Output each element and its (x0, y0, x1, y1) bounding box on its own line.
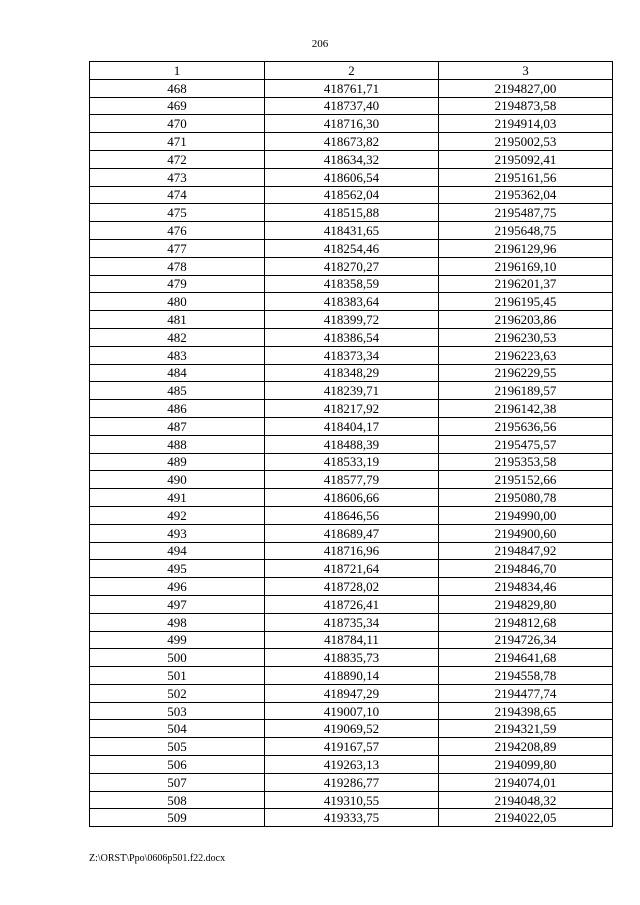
point-number-cell: 478 (90, 257, 265, 275)
y-coordinate-cell: 2194208,89 (439, 738, 613, 756)
y-coordinate-cell: 2195161,56 (439, 168, 613, 186)
x-coordinate-cell: 418784,11 (265, 631, 439, 649)
table-row (90, 649, 613, 667)
point-number-cell: 484 (90, 364, 265, 382)
header-cell-1: 1 (90, 62, 265, 80)
x-coordinate-cell: 418577,79 (265, 471, 439, 489)
table-row (90, 684, 613, 702)
point-number-cell: 500 (90, 649, 265, 667)
point-number-cell: 495 (90, 560, 265, 578)
x-coordinate-cell: 418721,64 (265, 560, 439, 578)
point-number-cell: 486 (90, 400, 265, 418)
point-number-cell: 480 (90, 293, 265, 311)
y-coordinate-cell: 2194099,80 (439, 756, 613, 774)
y-coordinate-cell: 2194834,46 (439, 578, 613, 596)
y-coordinate-cell: 2194321,59 (439, 720, 613, 738)
x-coordinate-cell: 418562,04 (265, 186, 439, 204)
point-number-cell: 479 (90, 275, 265, 293)
table-row (90, 506, 613, 524)
point-number-cell: 504 (90, 720, 265, 738)
table-header (90, 62, 613, 80)
point-number-cell: 499 (90, 631, 265, 649)
table-row (90, 738, 613, 756)
table-row (90, 613, 613, 631)
table-row (90, 809, 613, 827)
y-coordinate-cell: 2195080,78 (439, 489, 613, 507)
point-number-cell: 492 (90, 506, 265, 524)
y-coordinate-cell: 2194726,34 (439, 631, 613, 649)
y-coordinate-cell: 2196169,10 (439, 257, 613, 275)
point-number-cell: 507 (90, 773, 265, 791)
table-row (90, 435, 613, 453)
table-row (90, 239, 613, 257)
table-row (90, 578, 613, 596)
table-row (90, 560, 613, 578)
table-row (90, 79, 613, 97)
point-number-cell: 477 (90, 239, 265, 257)
point-number-cell: 508 (90, 791, 265, 809)
y-coordinate-cell: 2195152,66 (439, 471, 613, 489)
table-row (90, 471, 613, 489)
y-coordinate-cell: 2196189,57 (439, 382, 613, 400)
table-row (90, 382, 613, 400)
point-number-cell: 472 (90, 150, 265, 168)
point-number-cell: 502 (90, 684, 265, 702)
table-row (90, 756, 613, 774)
y-coordinate-cell: 2194074,01 (439, 773, 613, 791)
x-coordinate-cell: 418606,66 (265, 489, 439, 507)
y-coordinate-cell: 2195648,75 (439, 222, 613, 240)
point-number-cell: 476 (90, 222, 265, 240)
y-coordinate-cell: 2194812,68 (439, 613, 613, 631)
point-number-cell: 501 (90, 667, 265, 685)
point-number-cell: 506 (90, 756, 265, 774)
point-number-cell: 493 (90, 524, 265, 542)
table-row (90, 364, 613, 382)
table-row (90, 720, 613, 738)
x-coordinate-cell: 418673,82 (265, 133, 439, 151)
table-row (90, 115, 613, 133)
y-coordinate-cell: 2194829,80 (439, 595, 613, 613)
point-number-cell: 475 (90, 204, 265, 222)
y-coordinate-cell: 2196203,86 (439, 311, 613, 329)
y-coordinate-cell: 2194048,32 (439, 791, 613, 809)
x-coordinate-cell: 418761,71 (265, 79, 439, 97)
x-coordinate-cell: 418358,59 (265, 275, 439, 293)
y-coordinate-cell: 2195353,58 (439, 453, 613, 471)
point-number-cell: 470 (90, 115, 265, 133)
point-number-cell: 469 (90, 97, 265, 115)
y-coordinate-cell: 2194827,00 (439, 79, 613, 97)
table-row (90, 667, 613, 685)
point-number-cell: 487 (90, 417, 265, 435)
point-number-cell: 503 (90, 702, 265, 720)
table-row (90, 702, 613, 720)
header-row (90, 62, 613, 80)
point-number-cell: 505 (90, 738, 265, 756)
y-coordinate-cell: 2195002,53 (439, 133, 613, 151)
table-row (90, 489, 613, 507)
y-coordinate-cell: 2195362,04 (439, 186, 613, 204)
x-coordinate-cell: 419333,75 (265, 809, 439, 827)
point-number-cell: 481 (90, 311, 265, 329)
table-row (90, 150, 613, 168)
x-coordinate-cell: 418735,34 (265, 613, 439, 631)
x-coordinate-cell: 418217,92 (265, 400, 439, 418)
x-coordinate-cell: 419167,57 (265, 738, 439, 756)
x-coordinate-cell: 418373,34 (265, 346, 439, 364)
table-row (90, 186, 613, 204)
table-row (90, 328, 613, 346)
y-coordinate-cell: 2196129,96 (439, 239, 613, 257)
x-coordinate-cell: 418646,56 (265, 506, 439, 524)
point-number-cell: 496 (90, 578, 265, 596)
y-coordinate-cell: 2194847,92 (439, 542, 613, 560)
point-number-cell: 474 (90, 186, 265, 204)
x-coordinate-cell: 418634,32 (265, 150, 439, 168)
x-coordinate-cell: 418726,41 (265, 595, 439, 613)
x-coordinate-cell: 418254,46 (265, 239, 439, 257)
header-cell-2: 2 (265, 62, 439, 80)
y-coordinate-cell: 2195636,56 (439, 417, 613, 435)
x-coordinate-cell: 418716,96 (265, 542, 439, 560)
y-coordinate-cell: 2196201,37 (439, 275, 613, 293)
x-coordinate-cell: 418239,71 (265, 382, 439, 400)
y-coordinate-cell: 2196229,55 (439, 364, 613, 382)
page-number: 206 (311, 38, 329, 50)
table-row (90, 346, 613, 364)
x-coordinate-cell: 418737,40 (265, 97, 439, 115)
y-coordinate-cell: 2195092,41 (439, 150, 613, 168)
table-row (90, 400, 613, 418)
table-row (90, 791, 613, 809)
y-coordinate-cell: 2194900,60 (439, 524, 613, 542)
point-number-cell: 485 (90, 382, 265, 400)
x-coordinate-cell: 418404,17 (265, 417, 439, 435)
table-row (90, 417, 613, 435)
point-number-cell: 497 (90, 595, 265, 613)
x-coordinate-cell: 418399,72 (265, 311, 439, 329)
x-coordinate-cell: 418533,19 (265, 453, 439, 471)
table-row (90, 524, 613, 542)
y-coordinate-cell: 2194846,70 (439, 560, 613, 578)
point-number-cell: 471 (90, 133, 265, 151)
table-row (90, 453, 613, 471)
table-row (90, 773, 613, 791)
x-coordinate-cell: 418386,54 (265, 328, 439, 346)
y-coordinate-cell: 2194398,65 (439, 702, 613, 720)
x-coordinate-cell: 418431,65 (265, 222, 439, 240)
point-number-cell: 482 (90, 328, 265, 346)
point-number-cell: 509 (90, 809, 265, 827)
x-coordinate-cell: 418270,27 (265, 257, 439, 275)
table-row (90, 97, 613, 115)
table-row (90, 631, 613, 649)
y-coordinate-cell: 2195475,57 (439, 435, 613, 453)
table-row (90, 168, 613, 186)
y-coordinate-cell: 2196195,45 (439, 293, 613, 311)
table-row (90, 222, 613, 240)
x-coordinate-cell: 419263,13 (265, 756, 439, 774)
y-coordinate-cell: 2194990,00 (439, 506, 613, 524)
point-number-cell: 494 (90, 542, 265, 560)
x-coordinate-cell: 419069,52 (265, 720, 439, 738)
x-coordinate-cell: 418716,30 (265, 115, 439, 133)
table-row (90, 311, 613, 329)
x-coordinate-cell: 418728,02 (265, 578, 439, 596)
x-coordinate-cell: 418835,73 (265, 649, 439, 667)
point-number-cell: 490 (90, 471, 265, 489)
y-coordinate-cell: 2194477,74 (439, 684, 613, 702)
x-coordinate-cell: 419007,10 (265, 702, 439, 720)
x-coordinate-cell: 418348,29 (265, 364, 439, 382)
y-coordinate-cell: 2196142,38 (439, 400, 613, 418)
y-coordinate-cell: 2194914,03 (439, 115, 613, 133)
table-row (90, 542, 613, 560)
y-coordinate-cell: 2195487,75 (439, 204, 613, 222)
table-row (90, 595, 613, 613)
x-coordinate-cell: 418890,14 (265, 667, 439, 685)
header-cell-3: 3 (439, 62, 613, 80)
table-row (90, 204, 613, 222)
x-coordinate-cell: 419310,55 (265, 791, 439, 809)
coordinates-table (89, 61, 613, 827)
y-coordinate-cell: 2196230,53 (439, 328, 613, 346)
y-coordinate-cell: 2194641,68 (439, 649, 613, 667)
y-coordinate-cell: 2196223,63 (439, 346, 613, 364)
point-number-cell: 483 (90, 346, 265, 364)
point-number-cell: 488 (90, 435, 265, 453)
table-body (90, 79, 613, 826)
x-coordinate-cell: 418947,29 (265, 684, 439, 702)
point-number-cell: 468 (90, 79, 265, 97)
y-coordinate-cell: 2194558,78 (439, 667, 613, 685)
point-number-cell: 489 (90, 453, 265, 471)
point-number-cell: 491 (90, 489, 265, 507)
x-coordinate-cell: 419286,77 (265, 773, 439, 791)
x-coordinate-cell: 418606,54 (265, 168, 439, 186)
y-coordinate-cell: 2194873,58 (439, 97, 613, 115)
table-row (90, 275, 613, 293)
table-row (90, 133, 613, 151)
x-coordinate-cell: 418383,64 (265, 293, 439, 311)
point-number-cell: 473 (90, 168, 265, 186)
point-number-cell: 498 (90, 613, 265, 631)
x-coordinate-cell: 418689,47 (265, 524, 439, 542)
y-coordinate-cell: 2194022,05 (439, 809, 613, 827)
table-row (90, 293, 613, 311)
footer-file-path: Z:\ORST\Ppo\0606p501.f22.docx (89, 853, 226, 864)
x-coordinate-cell: 418488,39 (265, 435, 439, 453)
x-coordinate-cell: 418515,88 (265, 204, 439, 222)
table-row (90, 257, 613, 275)
